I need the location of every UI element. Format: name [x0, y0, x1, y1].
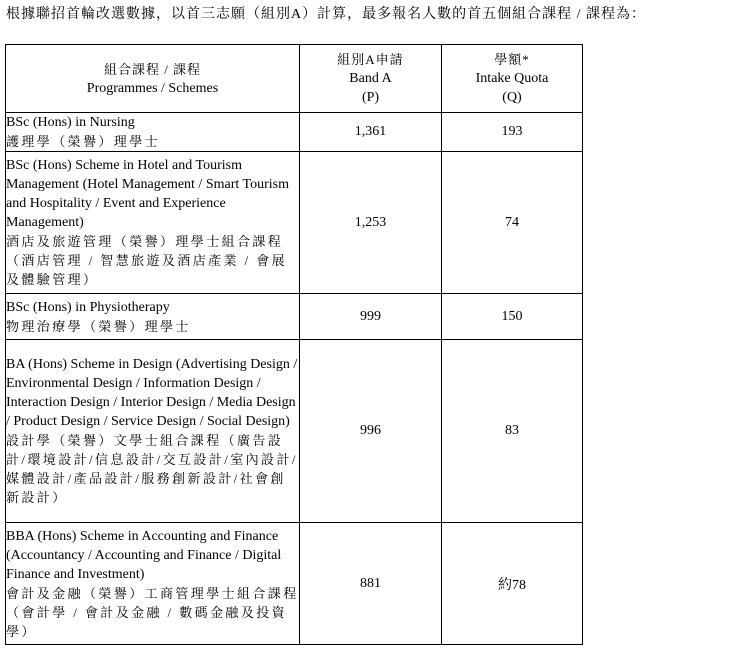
programme-name-zh: 酒店及旅遊管理（榮譽）理學士組合課程（酒店管理 / 智慧旅遊及酒店產業 / 會展及體驗管理） [6, 234, 288, 287]
intake-quota: 150 [442, 294, 583, 340]
programme-name-en: BSc (Hons) in Physiotherapy [6, 299, 170, 315]
programme-name-zh: 會計及金融（榮譽）工商管理學士組合課程（會計學 / 會計及金融 / 數碼金融及投資學） [6, 585, 299, 639]
table-row [6, 340, 583, 523]
band-a-count: 881 [300, 523, 442, 645]
header-quota-en: Intake Quota [475, 71, 549, 86]
band-a-count: 996 [300, 340, 442, 523]
band-a-count: 1,361 [300, 113, 442, 152]
header-programme [6, 45, 300, 113]
top-programmes-table [5, 44, 583, 645]
table-row [6, 523, 583, 645]
header-band-a-en: Band A [349, 71, 392, 86]
header-band-a [300, 45, 442, 113]
table-row [6, 152, 583, 294]
programme-cell [6, 294, 300, 340]
table-header-row [6, 45, 583, 113]
table-row [6, 294, 583, 340]
band-a-count: 999 [300, 294, 442, 340]
header-band-a-zh: 組別A申請 [337, 52, 404, 67]
intro-text: 根據聯招首輪改選數據，以首三志願（組別A）計算，最多報名人數的首五個組合課程 / 課程為： [6, 7, 646, 22]
header-quota [442, 45, 583, 113]
header-quota-symbol: (Q) [502, 90, 522, 105]
programme-name-zh: 設計學（榮譽）文學士組合課程（廣告設計/環境設計/信息設計/交互設計/室內設計/媒體設計/產品設計/服務創新設計/社會創新設計） [6, 433, 298, 505]
programme-cell [6, 113, 300, 152]
programme-name-en: BBA (Hons) Scheme in Accounting and Finance (Accountancy / Accounting and Finance / Digital Finance and Investment) [6, 528, 282, 582]
intake-quota: 193 [442, 113, 583, 152]
programme-cell [6, 152, 300, 294]
programme-cell [6, 523, 300, 645]
intake-quota: 83 [442, 340, 583, 523]
programme-name-zh: 物理治療學（榮譽）理學士 [6, 318, 191, 334]
header-band-a-symbol: (P) [361, 90, 380, 105]
table-row [6, 113, 583, 152]
band-a-count: 1,253 [300, 152, 442, 294]
intake-quota: 約78 [442, 523, 583, 645]
programme-name-en: BA (Hons) Scheme in Design (Advertising Design / Environmental Design / Information Design / Interaction Design / Interior Design / Media Design / Product Design / Service Design / Social Design) [6, 357, 298, 429]
programme-name-en: BSc (Hons) in Nursing [6, 115, 135, 130]
header-quota-zh: 學額* [494, 52, 530, 67]
header-programme-zh: 組合課程 / 課程 [103, 61, 202, 77]
header-programme-en: Programmes / Schemes [86, 80, 219, 96]
programme-cell [6, 340, 300, 523]
intake-quota: 74 [442, 152, 583, 294]
programme-name-zh: 護理學（榮譽）理學士 [6, 134, 161, 149]
programme-name-en: BSc (Hons) Scheme in Hotel and Tourism Management (Hotel Management / Smart Tourism and Hospitality / Event and Experience Management) [6, 158, 289, 230]
